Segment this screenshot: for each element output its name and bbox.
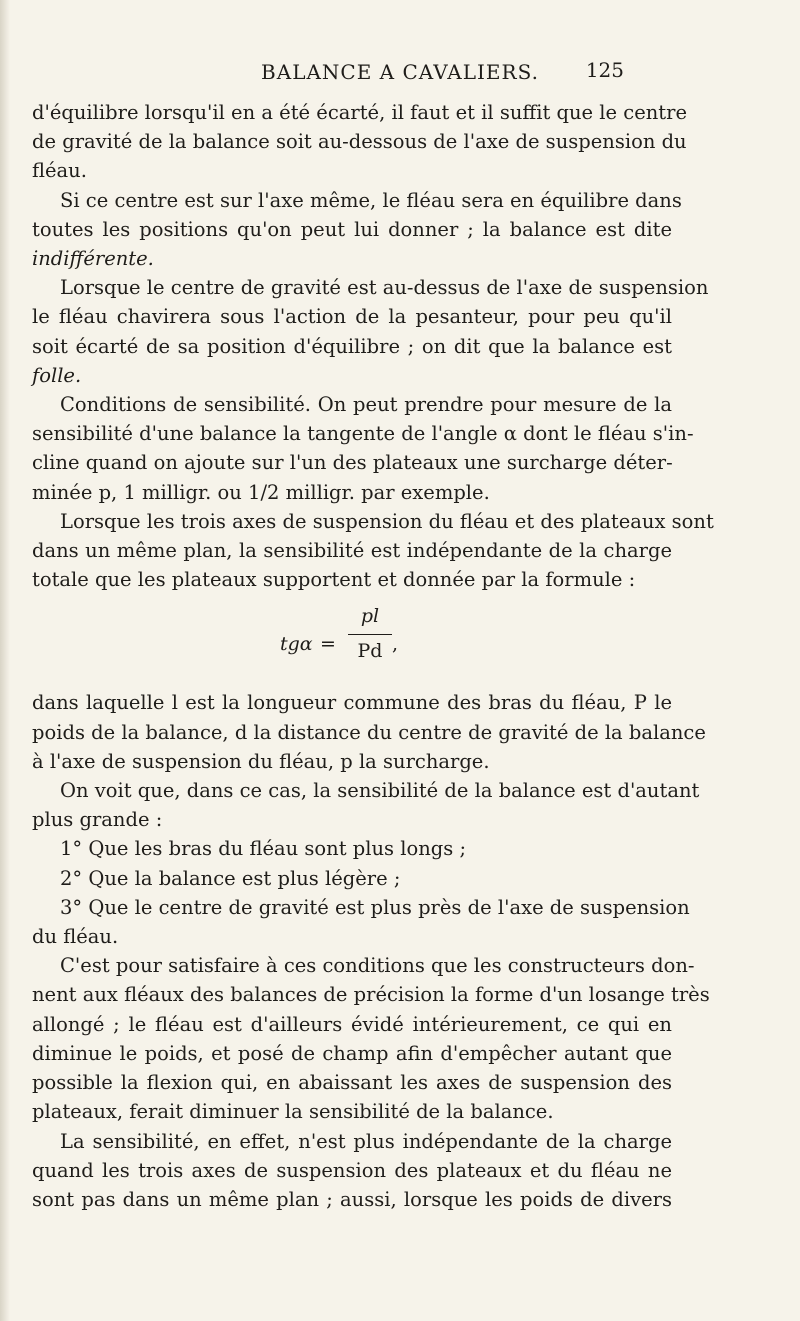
formula-denominator: Pd <box>357 639 383 662</box>
text-line: nent aux fléaux des balances de précision la forme d'un losange très <box>32 983 710 1007</box>
body-text <box>32 98 714 1214</box>
text-line: diminue le poids, et posé de champ afin d'empêcher autant que <box>32 1041 672 1065</box>
text-line: possible la flexion qui, en abaissant les axes de suspension des <box>32 1071 672 1095</box>
text-line: indifférente. <box>32 247 154 271</box>
text-line: La sensibilité, en effet, n'est plus indépendante de la charge <box>60 1129 672 1153</box>
running-title: BALANCE A CAVALIERS. <box>261 60 539 84</box>
text-line: plateaux, ferait diminuer la sensibilité de la balance. <box>32 1100 554 1124</box>
text-line: Si ce centre est sur l'axe même, le fléau sera en équilibre dans <box>60 188 682 212</box>
text-line: C'est pour satisfaire à ces conditions que les constructeurs don- <box>60 954 695 978</box>
text-line: sensibilité d'une balance la tangente de l'angle α dont le fléau s'in- <box>32 422 694 446</box>
text-line: Lorsque les trois axes de suspension du fléau et des plateaux sont <box>60 509 714 533</box>
list-item: 1° Que les bras du fléau sont plus longs ; <box>60 837 467 861</box>
text-line: du fléau. <box>32 925 119 949</box>
text-line: allongé ; le fléau est d'ailleurs évidé intérieurement, ce qui en <box>32 1012 672 1036</box>
formula-numerator: pl <box>360 605 380 628</box>
text-line: plus grande : <box>32 808 163 832</box>
formula-comma: , <box>392 633 399 656</box>
text-line: le fléau chavirera sous l'action de la pesanteur, pour peu qu'il <box>32 305 672 329</box>
text-line: sont pas dans un même plan ; aussi, lorsque les poids de divers <box>32 1187 672 1211</box>
formula-fraction <box>348 602 392 665</box>
text-line: dans un même plan, la sensibilité est indépendante de la charge <box>32 539 672 563</box>
page-header <box>0 58 800 88</box>
text-line: dans laquelle l est la longueur commune des bras du fléau, P le <box>32 691 672 715</box>
text-line: poids de la balance, d la distance du centre de gravité de la balance <box>32 720 706 744</box>
list-item: 2° Que la balance est plus légère ; <box>60 866 401 890</box>
text-line: à l'axe de suspension du fléau, p la surcharge. <box>32 749 490 773</box>
text-line: On voit que, dans ce cas, la sensibilité de la balance est d'autant <box>60 779 700 803</box>
text-line: soit écarté de sa position d'équilibre ; on dit que la balance est <box>32 334 672 358</box>
text-line: Lorsque le centre de gravité est au-dessus de l'axe de suspension <box>60 276 709 300</box>
page-number: 125 <box>585 58 624 82</box>
text-line: toutes les positions qu'on peut lui donner ; la balance est dite <box>32 217 672 241</box>
formula-equals: = <box>320 633 336 656</box>
text-line: quand les trois axes de suspension des plateaux et du fléau ne <box>32 1158 672 1182</box>
text-line: d'équilibre lorsqu'il en a été écarté, il faut et il suffit que le centre <box>32 101 687 124</box>
text-line: cline quand on ajoute sur l'un des plateaux une surcharge déter- <box>32 451 673 475</box>
section-heading-line: Conditions de sensibilité. On peut prendre pour mesure de la <box>60 393 672 417</box>
text-line: totale que les plateaux supportent et donnée par la formule : <box>32 568 636 592</box>
formula-lhs: tgα <box>280 633 313 656</box>
text-line: de gravité de la balance soit au-dessous de l'axe de suspension du <box>32 130 687 154</box>
text-line: folle. <box>32 363 82 387</box>
formula <box>32 598 672 684</box>
list-item: 3° Que le centre de gravité est plus près de l'axe de suspension <box>60 895 690 919</box>
text-line: minée p, 1 milligr. ou 1/2 milligr. par exemple. <box>32 480 490 504</box>
fraction-bar <box>348 634 392 635</box>
text-line: fléau. <box>32 159 87 183</box>
